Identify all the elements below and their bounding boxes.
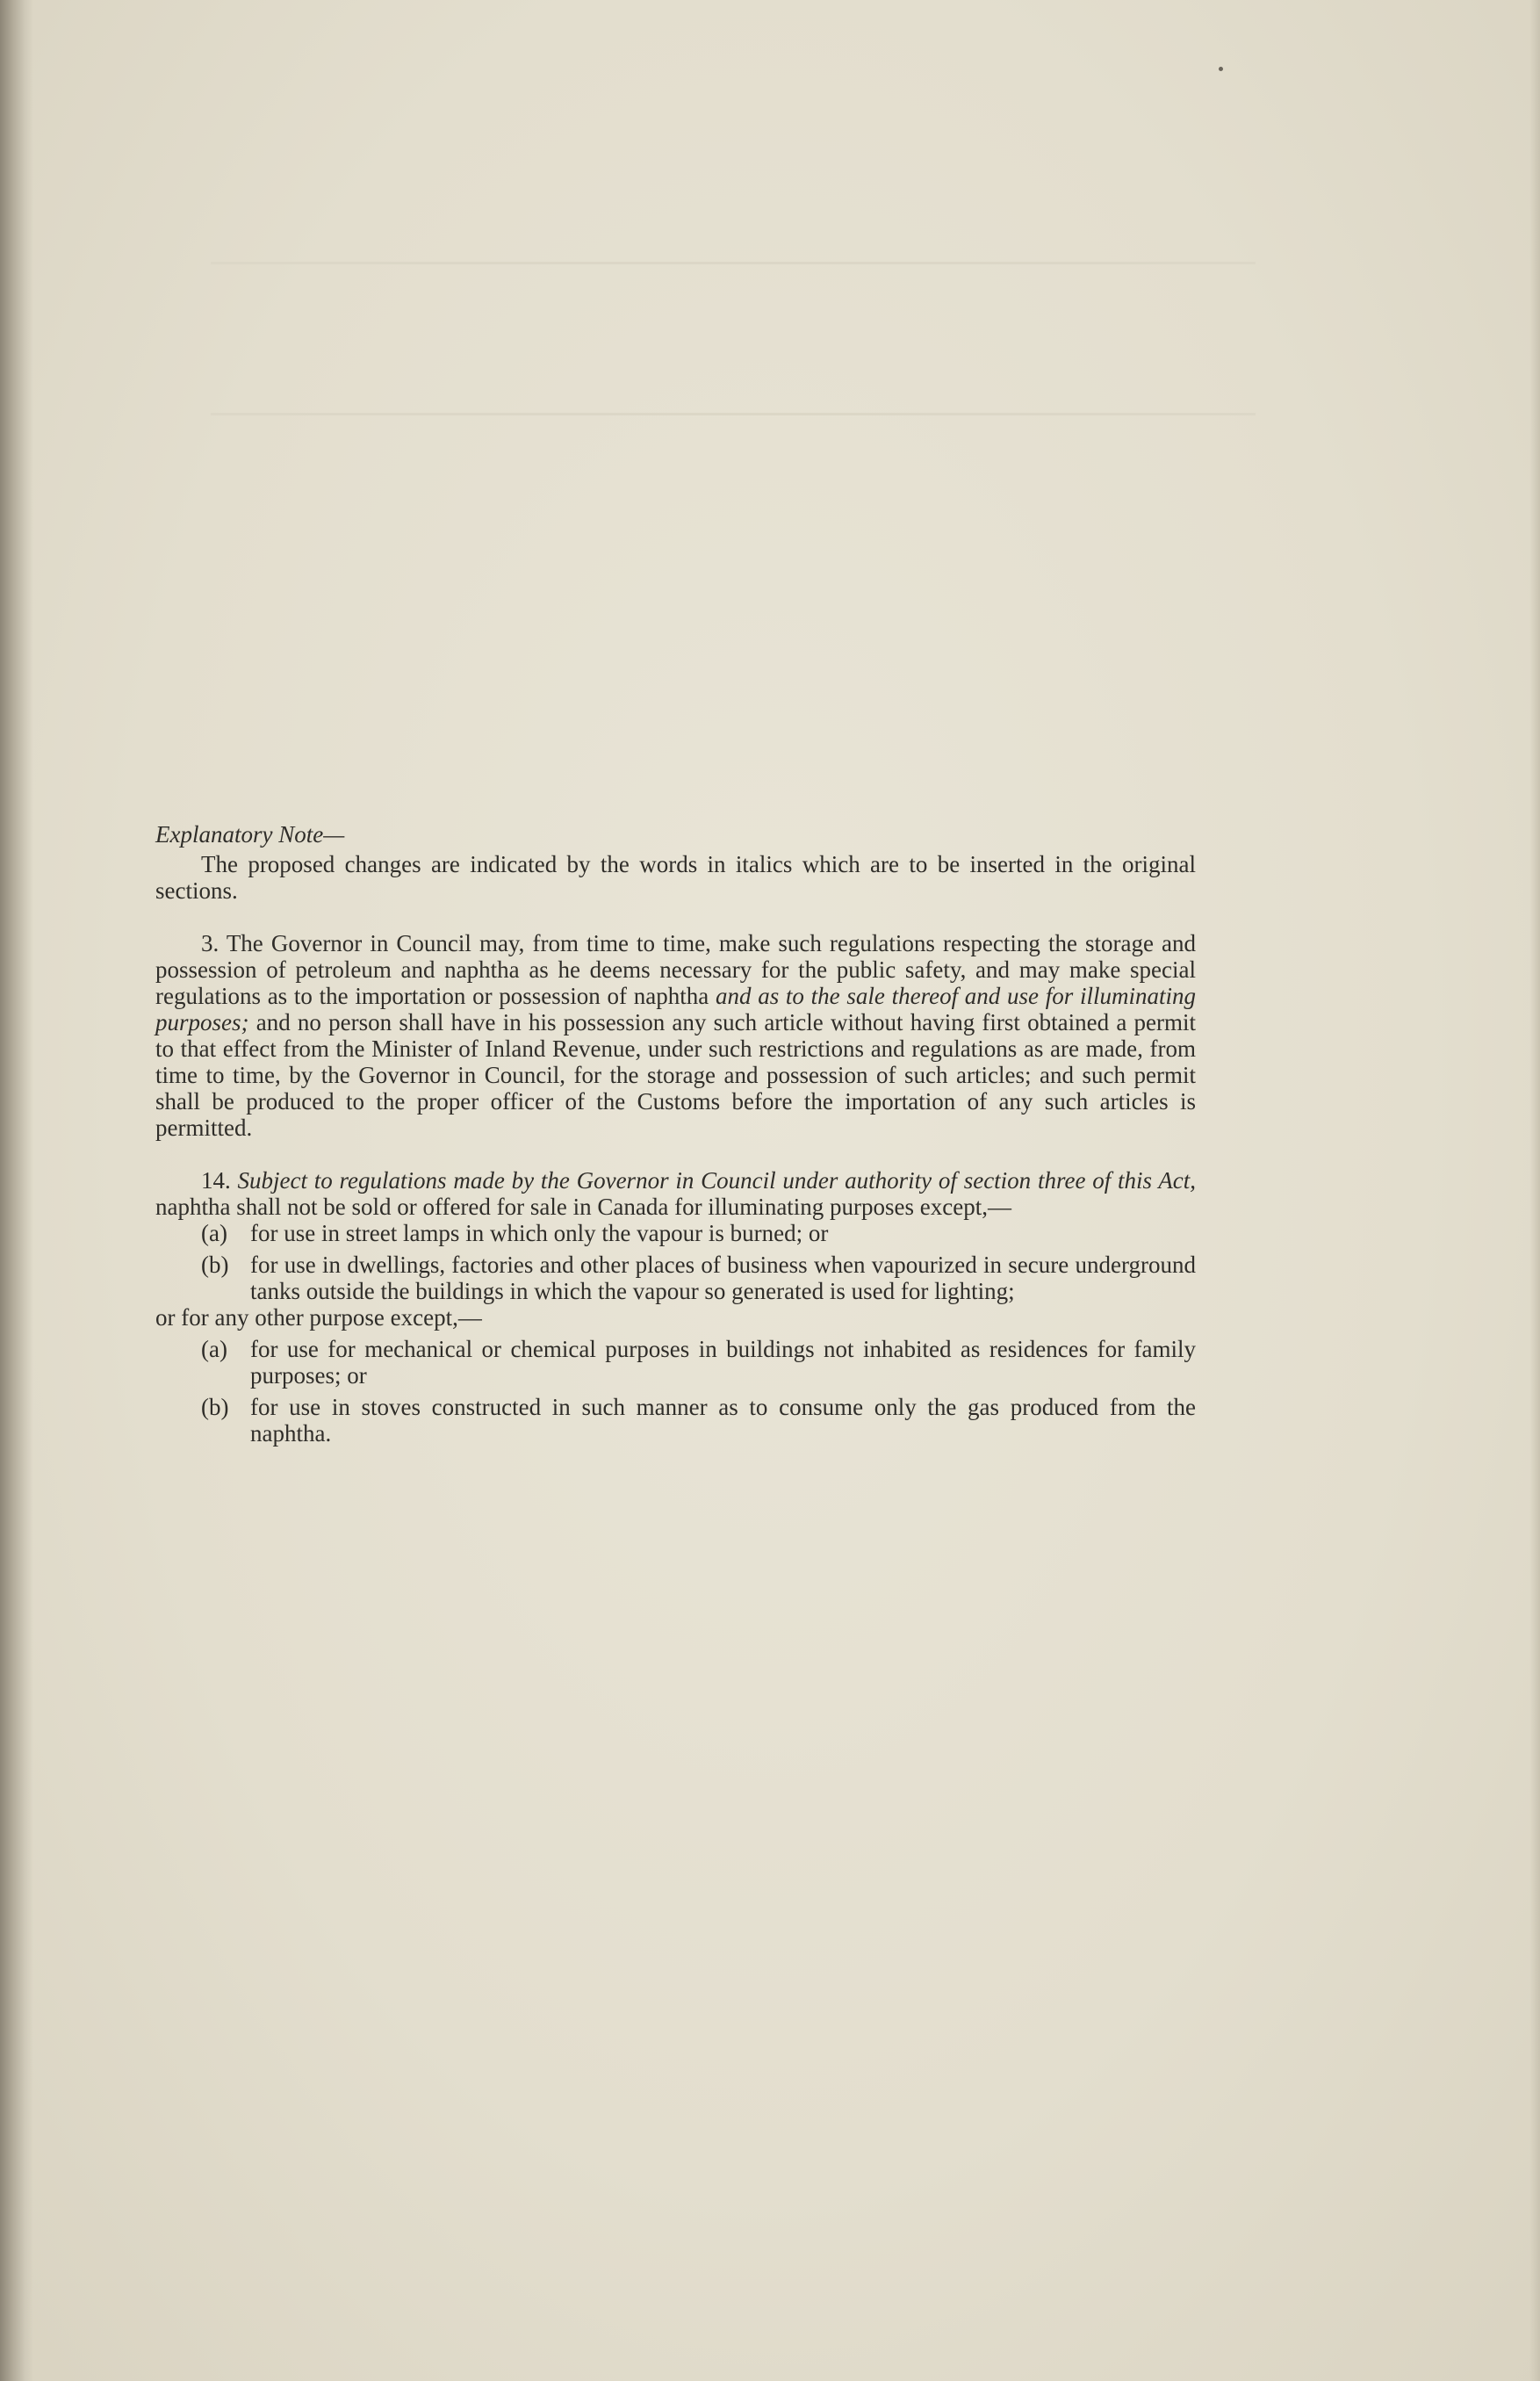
list-item-label: (a) — [201, 1220, 227, 1246]
section-3-paragraph — [155, 930, 1196, 1141]
explanatory-note-body — [155, 821, 1196, 1447]
list-item-label: (a) — [201, 1336, 227, 1362]
section-14-text: naphtha shall not be sold or offered for sale in Canada for illuminating purposes except,— — [155, 1194, 1011, 1220]
list-item-text: for use for mechanical or chemical purposes in buildings not inhabited as residences for family purposes; or — [250, 1336, 1196, 1389]
section-3-number: 3. — [201, 930, 219, 956]
show-through-rule — [211, 413, 1256, 415]
page-edge-shadow — [1529, 0, 1540, 2381]
section-14-italic-insertion: Subject to regulations made by the Governor in Council under authority of section three of this Act, — [237, 1167, 1196, 1194]
list-item — [201, 1252, 1196, 1304]
section-3-text-continued: and no person shall have in his possession any such article without having first obtained a permit to that effect from the Minister of Inland Revenue, under such restrictions and regulations as are made, from time to time, by the Governor in Council, for the storage and possession of such articles; and such permit shall be produced to the proper officer of the Customs before the importation of any such articles is permitted. — [155, 1009, 1196, 1141]
section-3-text: The Governor in Council may, from time to time, make such regulations respecting the storage and possession of petroleum and naphtha as he deems necessary for the public safety, and may make special regulations as to the importation or possession of naphtha — [155, 930, 1196, 1009]
list-item-label: (b) — [201, 1252, 229, 1278]
list-item-text: for use in dwellings, factories and other places of business when vapourized in secure underground tanks outside the buildings in which the vapour so generated is used for lighting; — [250, 1252, 1196, 1304]
speck-mark — [1219, 67, 1223, 71]
explanatory-note-intro: The proposed changes are indicated by the words in italics which are to be inserted in the original sections. — [155, 851, 1196, 904]
list-item — [201, 1394, 1196, 1447]
list-item-label: (b) — [201, 1394, 229, 1420]
list-item — [201, 1220, 1196, 1246]
explanatory-note-heading: Explanatory Note— — [155, 821, 345, 848]
section-14-paragraph — [155, 1167, 1196, 1220]
section-14-number: 14. — [201, 1167, 231, 1194]
page-binding-shadow — [0, 0, 33, 2381]
list-item-text: for use in street lamps in which only the vapour is burned; or — [250, 1220, 829, 1246]
show-through-rule — [211, 262, 1256, 264]
section-14-middle-clause: or for any other purpose except,— — [155, 1304, 482, 1331]
section-3-italic-insertion: and as to the sale thereof and use for illuminating purposes; — [155, 983, 1196, 1035]
list-item-text: for use in stoves constructed in such manner as to consume only the gas produced from the naphtha. — [250, 1394, 1196, 1447]
list-item — [201, 1336, 1196, 1389]
